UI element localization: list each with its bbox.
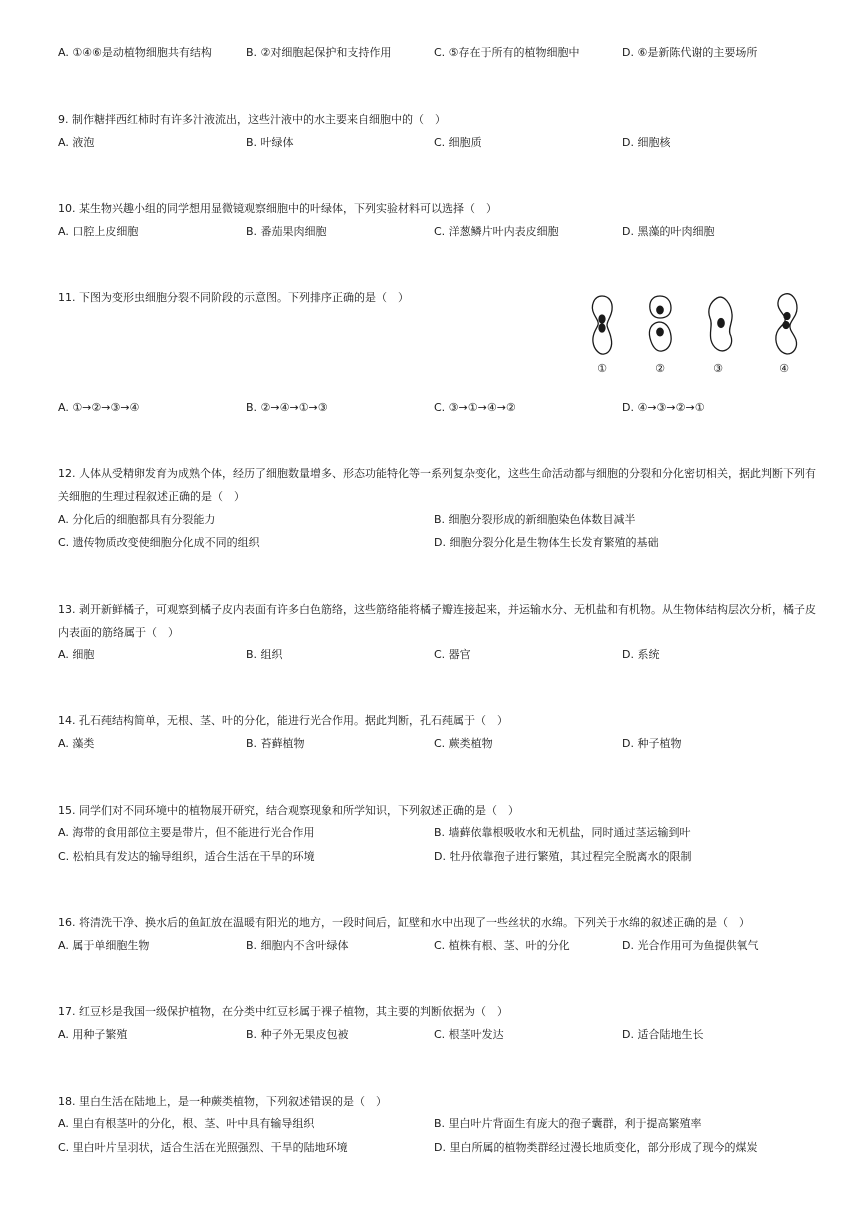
q13-option-a: A. 细胞 bbox=[58, 648, 95, 661]
q16-option-c: C. 植株有根、茎、叶的分化 bbox=[434, 939, 570, 952]
q13-option-c: C. 器官 bbox=[434, 648, 471, 661]
q9-option-a: A. 液泡 bbox=[58, 136, 95, 149]
q12-stem: 12. 人体从受精卵发育为成熟个体，经历了细胞数量增多、形态功能特化等一系列复杂变化，这些生命活动都与细胞的分裂和分化密切相关，据此判断下列有关细胞的生理过程叙述正确的是（ ） bbox=[58, 467, 816, 503]
q15-option-d: D. 牡丹依靠孢子进行繁殖，其过程完全脱离水的限制 bbox=[434, 850, 692, 863]
figure-label-1: ① bbox=[597, 362, 607, 375]
q16-stem: 16. 将清洗干净、换水后的鱼缸放在温暖有阳光的地方，一段时间后，缸壁和水中出现了一些丝状的水绵。下列关于水绵的叙述正确的是（ ） bbox=[58, 916, 750, 929]
q11-stem: 11. 下图为变形虫细胞分裂不同阶段的示意图。下列排序正确的是（ ） bbox=[58, 291, 409, 304]
q17-option-a: A. 用种子繁殖 bbox=[58, 1028, 128, 1041]
q14-stem: 14. 孔石莼结构简单，无根、茎、叶的分化，能进行光合作用。据此判断，孔石莼属于（ ） bbox=[58, 714, 508, 727]
q9-option-c: C. 细胞质 bbox=[434, 136, 482, 149]
q18-option-a: A. 里白有根茎叶的分化，根、茎、叶中具有输导组织 bbox=[58, 1117, 315, 1130]
q9-stem: 9. 制作糖拌西红柿时有许多汁液流出，这些汁液中的水主要来自细胞中的（ ） bbox=[58, 113, 446, 126]
amoeba-stage-3 bbox=[709, 297, 732, 351]
q11-option-a: A. ①→②→③→④ bbox=[58, 401, 140, 414]
q17-stem: 17. 红豆杉是我国一级保护植物，在分类中红豆杉属于裸子植物，其主要的判断依据为（ ） bbox=[58, 1005, 508, 1018]
q15-option-c: C. 松柏具有发达的输导组织，适合生活在干旱的环境 bbox=[58, 850, 315, 863]
q8-option-a: A. ①④⑥是动植物细胞共有结构 bbox=[58, 46, 212, 59]
q14-option-a: A. 藻类 bbox=[58, 737, 95, 750]
q10-option-c: C. 洋葱鳞片叶内表皮细胞 bbox=[434, 225, 559, 238]
q11-option-b: B. ②→④→①→③ bbox=[246, 401, 328, 414]
q17-option-d: D. 适合陆地生长 bbox=[622, 1028, 704, 1041]
q18-option-c: C. 里白叶片呈羽状，适合生活在光照强烈、干旱的陆地环境 bbox=[58, 1141, 348, 1154]
q11-option-c: C. ③→①→④→② bbox=[434, 401, 516, 414]
figure-label-4: ④ bbox=[779, 362, 789, 375]
q14-option-c: C. 蕨类植物 bbox=[434, 737, 493, 750]
figure-label-2: ② bbox=[655, 362, 665, 375]
q16-option-a: A. 属于单细胞生物 bbox=[58, 939, 150, 952]
q9-option-b: B. 叶绿体 bbox=[246, 136, 294, 149]
q12-option-a: A. 分化后的细胞都具有分裂能力 bbox=[58, 513, 216, 526]
q8-option-b: B. ②对细胞起保护和支持作用 bbox=[246, 46, 392, 59]
amoeba-stage-1 bbox=[592, 296, 612, 354]
q8-option-d: D. ⑥是新陈代谢的主要场所 bbox=[622, 46, 758, 59]
figure-label-3: ③ bbox=[713, 362, 723, 375]
q13-stem: 13. 剥开新鲜橘子，可观察到橘子皮内表面有许多白色筋络，这些筋络能将橘子瓣连接起来，并运输水分、无机盐和有机物。从生物体结构层次分析，橘子皮内表面的筋络属于（ ） bbox=[58, 603, 816, 639]
q18-stem: 18. 里白生活在陆地上，是一种蕨类植物，下列叙述错误的是（ ） bbox=[58, 1095, 387, 1108]
q17-option-b: B. 种子外无果皮包被 bbox=[246, 1028, 349, 1041]
q10-stem: 10. 某生物兴趣小组的同学想用显微镜观察细胞中的叶绿体，下列实验材料可以选择（ ） bbox=[58, 202, 497, 215]
q12-option-c: C. 遗传物质改变使细胞分化成不同的组织 bbox=[58, 536, 260, 549]
q13-option-b: B. 组织 bbox=[246, 648, 283, 661]
q14-option-b: B. 苔藓植物 bbox=[246, 737, 305, 750]
q16-option-d: D. 光合作用可为鱼提供氧气 bbox=[622, 939, 759, 952]
q17-option-c: C. 根茎叶发达 bbox=[434, 1028, 504, 1041]
q15-option-a: A. 海带的食用部位主要是带片，但不能进行光合作用 bbox=[58, 826, 315, 839]
q14-option-d: D. 种子植物 bbox=[622, 737, 682, 750]
q10-option-a: A. 口腔上皮细胞 bbox=[58, 225, 139, 238]
q18-option-d: D. 里白所属的植物类群经过漫长地质变化，部分形成了现今的煤炭 bbox=[434, 1141, 758, 1154]
q15-stem: 15. 同学们对不同环境中的植物展开研究，结合观察现象和所学知识，下列叙述正确的是（ ） bbox=[58, 804, 519, 817]
q16-option-b: B. 细胞内不含叶绿体 bbox=[246, 939, 349, 952]
amoeba-stage-2 bbox=[649, 296, 671, 351]
amoeba-stage-4 bbox=[776, 294, 797, 354]
q15-option-b: B. 墙藓依靠根吸收水和无机盐，同时通过茎运输到叶 bbox=[434, 826, 691, 839]
q18-option-b: B. 里白叶片背面生有庞大的孢子囊群，利于提高繁殖率 bbox=[434, 1117, 702, 1130]
q10-option-d: D. 黑藻的叶肉细胞 bbox=[622, 225, 715, 238]
q9-option-d: D. 细胞核 bbox=[622, 136, 671, 149]
q13-option-d: D. 系统 bbox=[622, 648, 660, 661]
q12-option-b: B. 细胞分裂形成的新细胞染色体数目减半 bbox=[434, 513, 636, 526]
q10-option-b: B. 番茄果肉细胞 bbox=[246, 225, 327, 238]
amoeba-division-figure bbox=[580, 290, 810, 375]
q12-option-d: D. 细胞分裂分化是生物体生长发育繁殖的基础 bbox=[434, 536, 659, 549]
amoeba-division-diagram bbox=[580, 290, 810, 360]
q11-option-d: D. ④→③→②→① bbox=[622, 401, 705, 414]
q8-option-c: C. ⑤存在于所有的植物细胞中 bbox=[434, 46, 580, 59]
